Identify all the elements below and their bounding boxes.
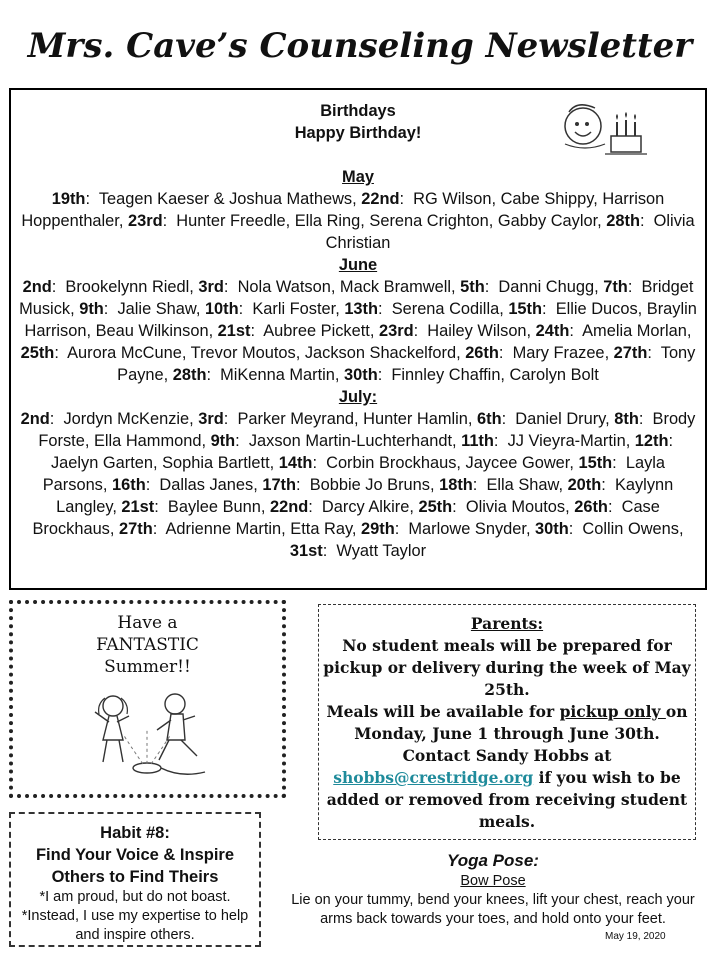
email-link[interactable]: shobbs@crestridge.org — [333, 768, 534, 787]
birthday-names: Ellie Ducos, Braylin Harrison, Beau Wilkinson — [24, 300, 697, 340]
birthday-names: Danni Chugg — [498, 278, 595, 296]
birthday-names: Case Brockhaus — [32, 498, 660, 538]
contact-text-post: if you wish to be added or removed from receiving student meals. — [326, 768, 688, 831]
habit-box — [9, 812, 261, 947]
birthday-names: MiKenna Martin — [220, 366, 335, 384]
birthdays-subheading: Happy Birthday! — [294, 124, 422, 142]
birthday-day: 12th — [634, 432, 669, 450]
month-birthday-list: 2nd: Jordyn McKenzie, 3rd: Parker Meyrand, Hunter Hamlin, 6th: Daniel Drury, 8th: Brody Forste, Ella Hammond, 9th: Jaxson Martin-Luchterhandt, 11th: JJ Vieyra-Martin, 12th: Jaelyn Garten, Sophia Bartlett, 14th: Corbin Brockhaus, Jaycee Gower, 15th: Layla Parsons, 16th: Dallas Janes, 17th: Bobbie Jo Bruns, 18th: Ella Shaw, 20th: Kaylynn Langley, 21st: Baylee Bunn, 22nd: Darcy Alkire, 25th: Olivia Moutos, 26th: Case Brockhaus, 27th: Adrienne Martin, Etta Ray, 29th: Marlowe Snyder, 30th: Collin Owens, 31st: Wyatt Taylor — [20, 410, 696, 560]
birthdays-heading: Birthdays — [320, 102, 396, 120]
birthday-day: 16th — [112, 476, 146, 494]
birthday-names: Olivia Christian — [325, 212, 695, 252]
birthday-day: 6th — [477, 410, 502, 428]
birthday-day: 9th — [210, 432, 236, 450]
birthday-day: 23rd — [378, 322, 414, 340]
birthday-names: Layla Parsons — [42, 454, 666, 494]
birthday-day: 30th — [344, 366, 378, 384]
parents-contact: Contact Sandy Hobbs at — [402, 746, 612, 765]
month-heading: May — [342, 168, 374, 186]
birthday-day: 15th — [578, 454, 613, 472]
birthday-names: Karli Foster — [252, 300, 336, 318]
birthday-day: 3rd — [198, 278, 224, 296]
birthday-names: Nola Watson, Mack Bramwell — [237, 278, 452, 296]
birthday-names: Jaelyn Garten, Sophia Bartlett — [50, 454, 270, 472]
newsletter-title: Mrs. Cave’s Counseling Newsletter — [27, 26, 693, 66]
birthday-names: JJ Vieyra-Martin — [507, 432, 626, 450]
birthday-names: Daniel Drury — [515, 410, 606, 428]
birthday-day: 2nd — [20, 410, 50, 428]
birthday-names: Teagen Kaeser & Joshua Mathews — [98, 190, 353, 208]
birthday-names: Brookelynn Riedl — [65, 278, 190, 296]
birthday-day: 21st — [217, 322, 251, 340]
birthday-day: 17th — [262, 476, 297, 494]
pickup-only-text: pickup only — [559, 702, 666, 721]
birthday-day: 24th — [535, 322, 570, 340]
birthday-names: Marlowe Snyder — [408, 520, 526, 538]
habit-line-1: *I am proud, but do not boast. — [39, 889, 231, 905]
birthday-names: Corbin Brockhaus, Jaycee Gower — [326, 454, 570, 472]
birthday-day: 10th — [204, 300, 239, 318]
birthday-names: Ella Shaw — [486, 476, 559, 494]
birthday-day: 26th — [574, 498, 608, 516]
parents-contact-email-line — [319, 767, 695, 833]
birthday-day: 14th — [278, 454, 313, 472]
parents-meals-notice: No student meals will be prepared for pickup or delivery during the week of May 25th. — [323, 636, 691, 699]
birthday-day: 5th — [460, 278, 485, 296]
birthday-day: 27th — [119, 520, 153, 538]
birthday-names: Jaxson Martin-Luchterhandt — [248, 432, 452, 450]
month-birthday-list: 19th: Teagen Kaeser & Joshua Mathews, 22nd: RG Wilson, Cabe Shippy, Harrison Hoppenthaler, 23rd: Hunter Freedle, Ella Ring, Serena Crighton, Gabby Caylor, 28th: Olivia Christian — [21, 190, 695, 252]
birthday-names: Brody Forste, Ella Hammond — [38, 410, 696, 450]
habit-title: Habit #8: — [100, 824, 170, 842]
habit-subtitle: Find Your Voice & Inspire Others to Find Theirs — [35, 846, 235, 886]
yoga-pose-name: Bow Pose — [460, 873, 526, 889]
birthday-names: Adrienne Martin, Etta Ray — [165, 520, 352, 538]
birthday-day: 29th — [361, 520, 395, 538]
month-heading: July: — [338, 388, 378, 406]
summer-box — [9, 600, 286, 798]
birthday-day: 20th — [567, 476, 602, 494]
parents-heading: Parents: — [470, 614, 544, 633]
parents-pickup-info — [319, 701, 695, 745]
birthday-day: 23rd — [127, 212, 163, 230]
birthday-names: Jalie Shaw — [117, 300, 196, 318]
yoga-title: Yoga Pose: — [447, 851, 539, 870]
birthday-day: 11th — [461, 432, 494, 450]
birthday-names: Olivia Moutos — [465, 498, 566, 516]
birthday-day: 30th — [535, 520, 569, 538]
summer-line-1: Have a — [117, 613, 178, 633]
birthday-day: 31st — [289, 542, 323, 560]
habit-line-2: *Instead, I use my expertise to help and inspire others. — [21, 908, 249, 943]
birthday-names: Parker Meyrand, Hunter Hamlin — [237, 410, 468, 428]
pickup-text-pre: Meals will be available for — [326, 702, 560, 721]
birthday-day: 27th — [613, 344, 648, 362]
birthday-day: 7th — [603, 278, 628, 296]
birthday-day: 3rd — [198, 410, 224, 428]
kids-sprinkler-illustration — [83, 688, 213, 784]
newsletter-date: May 19, 2020 — [605, 931, 666, 942]
birthday-day: 18th — [439, 476, 473, 494]
birthdays-box — [9, 88, 707, 590]
birthday-day: 2nd — [22, 278, 52, 296]
birthday-names: Bridget Musick — [19, 278, 694, 318]
birthday-day: 9th — [79, 300, 104, 318]
summer-line-2: FANTASTIC — [96, 635, 199, 655]
birthday-day: 15th — [508, 300, 543, 318]
month-birthday-list: 2nd: Brookelynn Riedl, 3rd: Nola Watson, Mack Bramwell, 5th: Danni Chugg, 7th: Bridget Musick, 9th: Jalie Shaw, 10th: Karli Foster, 13th: Serena Codilla, 15th: Ellie Ducos, Braylin Harrison, Beau Wilkinson, 21st: Aubree Pickett, 23rd: Hailey Wilson, 24th: Amelia Morlan, 25th: Aurora McCune, Trevor Moutos, Jackson Shackelford, 26th: Mary Frazee, 27th: Tony Payne, 28th: MiKenna Martin, 30th: Finnley Chaffin, Carolyn Bolt — [19, 278, 697, 384]
birthday-day: 22nd — [361, 190, 400, 208]
birthday-names: Darcy Alkire — [321, 498, 410, 516]
birthday-names: Aubree Pickett — [263, 322, 370, 340]
yoga-section — [278, 850, 708, 929]
yoga-description: Lie on your tummy, bend your knees, lift your chest, reach your arms back towards your toes, and hold onto your feet. — [291, 892, 695, 927]
month-heading: June — [338, 256, 378, 274]
birthday-day: 28th — [172, 366, 207, 384]
birthday-day: 21st — [121, 498, 155, 516]
birthday-names: Amelia Morlan — [582, 322, 687, 340]
birthday-names: Kaylynn Langley — [56, 476, 674, 516]
birthday-names: Jordyn McKenzie — [63, 410, 190, 428]
birthday-names: Bobbie Jo Bruns — [309, 476, 430, 494]
birthday-day: 8th — [614, 410, 639, 428]
birthday-day: 26th — [465, 344, 499, 362]
birthday-names: Hunter Freedle, Ella Ring, Serena Crighton, Gabby Caylor — [176, 212, 598, 230]
birthday-names: Collin Owens — [582, 520, 679, 538]
parents-box — [318, 604, 696, 840]
birthday-names: Dallas Janes — [159, 476, 254, 494]
pickup-text-post: on Monday, June 1 through June 30th. — [354, 702, 688, 743]
birthday-names: Hailey Wilson — [427, 322, 527, 340]
birthday-names: Baylee Bunn — [167, 498, 261, 516]
birthday-names: Finnley Chaffin, Carolyn Bolt — [391, 366, 599, 384]
birthday-day: 28th — [606, 212, 640, 230]
summer-line-3: Summer!! — [104, 657, 191, 677]
birthday-cake-icon — [555, 100, 651, 162]
birthday-names: Aurora McCune, Trevor Moutos, Jackson Shackelford — [67, 344, 457, 362]
birthday-names: Mary Frazee — [512, 344, 605, 362]
birthday-day: 25th — [418, 498, 453, 516]
birthday-names: RG Wilson, Cabe Shippy, Harrison Hoppenthaler — [21, 190, 665, 230]
birthday-day: 22nd — [269, 498, 309, 516]
birthday-day: 25th — [20, 344, 55, 362]
birthday-names: Wyatt Taylor — [336, 542, 427, 560]
birthday-day: 13th — [344, 300, 379, 318]
birthday-names: Serena Codilla — [391, 300, 500, 318]
birthday-day: 19th — [51, 190, 86, 208]
birthday-names: Tony Payne — [117, 344, 696, 384]
